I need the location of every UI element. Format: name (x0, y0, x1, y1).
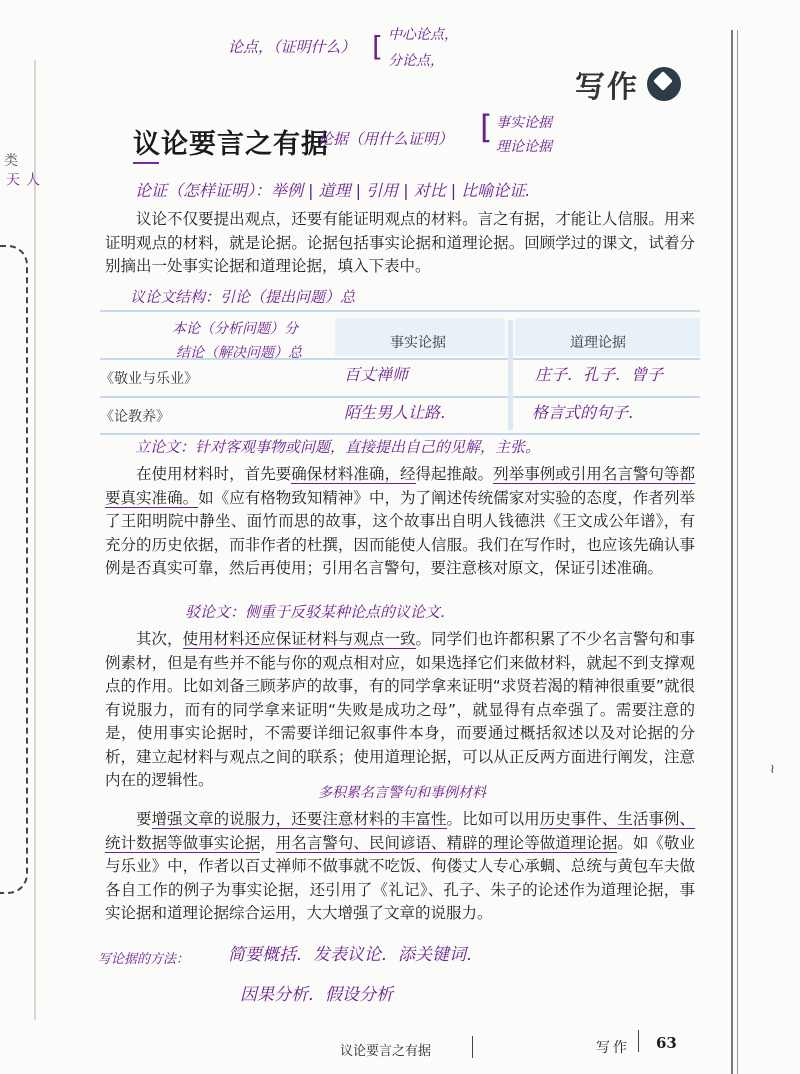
text: ， (260, 833, 276, 852)
right-binding-line (731, 30, 733, 1074)
section-label (575, 62, 681, 106)
table-rule (100, 310, 700, 312)
note-structure: 议论文结构：引论（提出问题）总 (130, 288, 356, 306)
section-label-text: 写作 (575, 70, 639, 105)
underlined-text: 使用材料还应保证材料与观点一致 (182, 630, 416, 648)
page-fold-edge (34, 60, 36, 1020)
margin-handwriting: 人天 (4, 172, 40, 186)
underlined-text: 确保材料准确，经 (291, 465, 416, 483)
paragraph-2 (105, 463, 695, 581)
paragraph-4 (105, 808, 695, 926)
note-bolun: 驳论文：侧重于反驳某种论点的议论文． (185, 603, 456, 621)
note-point-branch-2: 分论点， (388, 53, 444, 69)
note-evidence-branch-2: 理论论据 (496, 139, 552, 155)
title-underline (133, 162, 159, 164)
brace-icon: [ (372, 30, 383, 63)
note-evidence-branch-1: 事实论据 (496, 115, 552, 131)
note-method-label: 写论据的方法： (98, 952, 190, 967)
underlined-text: 历史事件、生活事例、统计数据等做事实论据 (105, 810, 695, 852)
table-column-separator (508, 320, 513, 430)
note-accumulate: 多积累名言警句和事例材料 (318, 785, 486, 801)
table-cell-reason: 格言式的句子． (532, 403, 645, 422)
table-row-title: 《论教养》 (100, 409, 170, 425)
text: 。同学们也许都积累了不少名言警句和事例素材，但是有些并不能与你的观点相对应，如果选择它们来做材料，就起不到支撑观点的作用。比如刘备三顾茅庐的故事，有的同学拿来证明“求贤若渴的精神很重要”就很有说服力，而有的同学拿来证明“失败是成功之母”，就显得有点牵强了。需要注意的是，使用事实论据时，不需要详细记叙事件本身，而要通过概括叙述以及对论据的分析，建立起材料与观点之间的联系；使用道理论据，可以从正反两方面进行阐发，注意内在的逻辑性。 (105, 630, 695, 789)
text: 要 (136, 810, 152, 828)
footer-section: 写作 (596, 1040, 630, 1056)
text: 其次， (136, 630, 183, 648)
note-structure-end: 结论（解决问题）总 (176, 345, 302, 361)
note-point: 论点，（证明什么） (228, 38, 356, 56)
text: 。如《敬业与乐业》中，作者以百丈禅师不做事就不吃饭、佝偻丈人专心承蜩、总统与黄包车夫做各自工作的例子为事实论据，还引用了《礼记》、孔子、朱子的论述作为道理论据，事实论据和道理论据综合运用，大大增强了文章的说服力。 (105, 833, 695, 922)
paragraph-3 (105, 628, 695, 793)
dashed-margin-box (0, 245, 28, 894)
underlined-text: 增强文章的说服力，还要注意材料的丰富性 (151, 810, 447, 828)
table-cell-reason: 庄子．孔子．曾子 (535, 365, 664, 384)
right-binding-line-2 (737, 30, 738, 1074)
table-row-title: 《敬业与乐业》 (100, 371, 198, 387)
table-rule (100, 396, 700, 398)
note-lilun: 立论文：针对客观事物或问题，直接提出自己的见解，主张。 (135, 438, 541, 456)
footer-divider (638, 1030, 639, 1052)
text: 得起推敲。 (415, 465, 494, 483)
text: 在使用材料时，首先要 (136, 465, 292, 483)
paragraph-1: 议论不仅要提出观点，还要有能证明观点的材料。言之有据，才能让人信服。用来证明观点的材料，就是论据。论据包括事实论据和道理论据。回顾学过的课文，试着分别摘出一处事实论据和道理论据，填入下表中。 (105, 210, 695, 275)
note-methods-2: 因果分析．假设分析 (240, 985, 393, 1005)
note-point-branch-1: 中心论点， (388, 27, 458, 43)
pen-circle-icon (647, 67, 681, 101)
table-cell-fact: 百丈禅师 (344, 365, 409, 384)
table-rule (100, 433, 700, 435)
note-methods-1: 简要概括．发表议论．添关键词． (228, 945, 483, 965)
evidence-table (100, 310, 700, 435)
text: 。比如可以用 (446, 810, 540, 828)
table-cell-fact: 陌生男人让路． (344, 403, 457, 422)
underlined-text: 用名言警句、民间谚语、精辟的理论等做道理论据 (275, 833, 618, 852)
running-title: 议论要言之有据 (340, 1044, 432, 1059)
footer-divider (472, 1036, 473, 1058)
table-header-fact: 事实论据 (390, 335, 446, 351)
note-argument: 论证（怎样证明）：举例 | 道理 | 引用 | 对比 | 比喻论证. (135, 181, 531, 200)
page-title: 议论要言之有据 (133, 129, 329, 160)
text: 如《应有格物致知精神》中，为了阐述传统儒家对实验的态度，作者列举了王阳明院中静坐、面竹而思的故事，这个故事出自明人钱德洪《王文成公年谱》，有充分的历史依据，而非作者的杜撰，因而能使人信服。我们在写作时，也应该先确认事例是否真实可靠，然后再使用；引用名言警句，要注意核对原文，保证引述准确。 (105, 488, 695, 577)
note-structure-body: 本论（分析问题）分 (172, 321, 298, 337)
page-number: 63 (656, 1034, 677, 1052)
right-margin-scribble: ≀ (770, 762, 775, 777)
margin-char: 类 (4, 153, 18, 169)
underlined-text: 列举事例或引用名言警句等都要真实准确。 (105, 465, 695, 507)
brace-icon: [ (480, 108, 493, 146)
note-evidence: 论据（用什么证明） (318, 130, 454, 148)
table-header-reason: 道理论据 (570, 335, 626, 351)
